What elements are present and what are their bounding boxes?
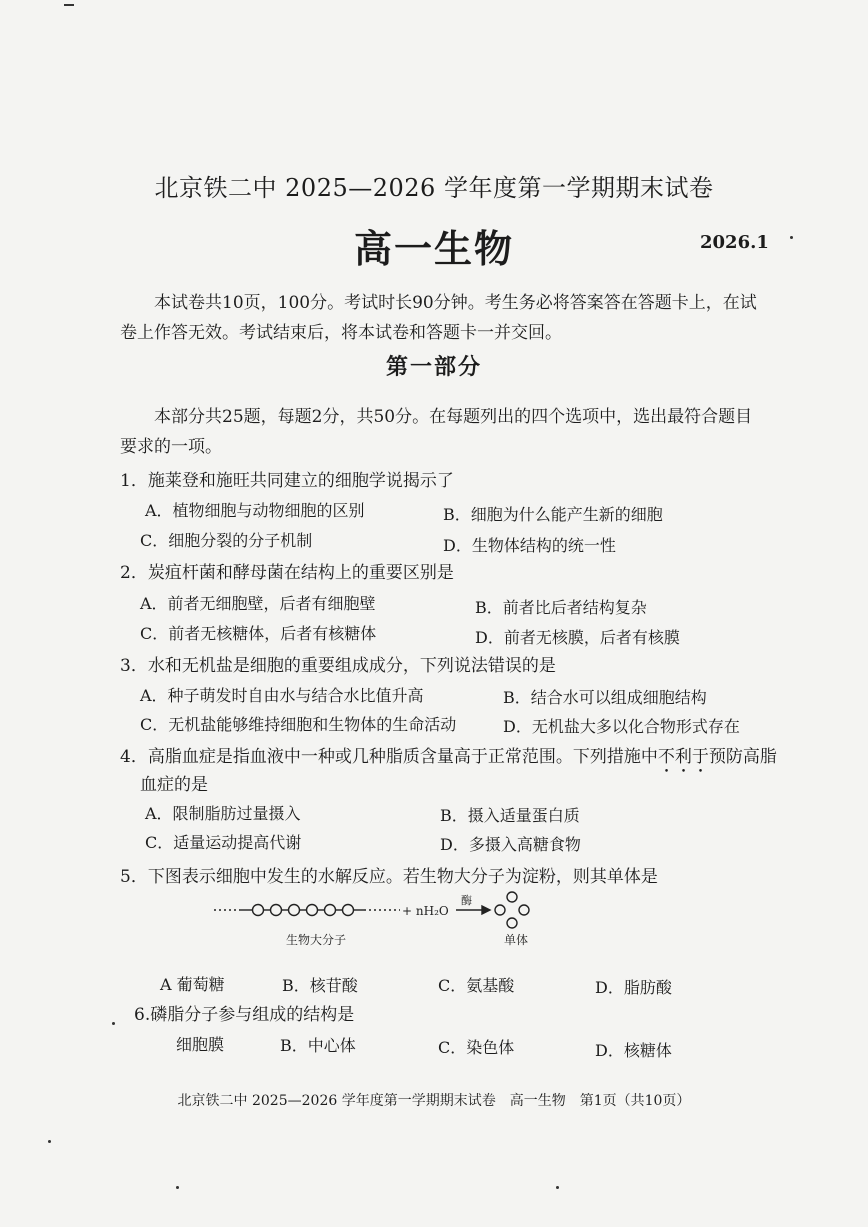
question-2-option-d: D．前者无核膜，后者有核膜 — [475, 628, 680, 647]
question-4-option-b: B．摄入适量蛋白质 — [440, 806, 580, 825]
question-4-stem-suffix: 预防高脂 — [708, 747, 777, 767]
part-instructions: 本部分共25题，每题2分，共50分。在每题列出的四个选项中，选出最符合题目要求的一项。 — [120, 407, 753, 457]
scan-speck — [48, 1140, 51, 1143]
question-2-option-b: B．前者比后者结构复杂 — [475, 598, 647, 617]
question-5-option-d: D．脂肪酸 — [595, 978, 672, 997]
question-4-option-d: D．多摄入高糖食物 — [440, 835, 581, 854]
page-footer: 北京铁二中 2025—2026 学年度第一学期期末试卷 高一生物 第1页（共10页） — [177, 1093, 691, 1109]
reactant-label: + nH₂O — [402, 904, 449, 918]
monomer-circles-icon — [495, 892, 529, 928]
question-1-option-b: B．细胞为什么能产生新的细胞 — [443, 505, 663, 524]
question-3-option-d: D．无机盐大多以化合物形式存在 — [503, 717, 740, 736]
scan-speck — [112, 1022, 115, 1025]
question-4-emphasis: 不利于 — [657, 747, 709, 767]
question-5-option-c: C．氨基酸 — [438, 976, 515, 995]
enzyme-label: 酶 — [461, 894, 472, 907]
subject-title: 高一生物 — [353, 226, 514, 271]
question-3-option-c: C．无机盐能够维持细胞和生物体的生命活动 — [140, 715, 457, 734]
scan-speck — [790, 236, 793, 239]
question-6-stem: 6.磷脂分子参与组成的结构是 — [134, 1005, 355, 1025]
question-3-stem: 3．水和无机盐是细胞的重要组成成分，下列说法错误的是 — [120, 656, 556, 676]
part-title: 第一部分 — [385, 354, 482, 380]
polymer-chain-icon — [214, 905, 400, 916]
question-6-option-d: D．核糖体 — [595, 1041, 672, 1060]
scan-speck — [556, 1186, 559, 1189]
question-3-option-b: B．结合水可以组成细胞结构 — [503, 688, 707, 707]
question-4-option-a: A．限制脂肪过量摄入 — [145, 804, 301, 823]
exam-title: 北京铁二中 2025—2026 学年度第一学期期末试卷 — [154, 174, 714, 202]
reaction-arrow-icon — [456, 906, 490, 914]
question-4-option-c: C．适量运动提高代谢 — [145, 833, 302, 852]
scan-speck — [176, 1186, 179, 1189]
hydrolysis-diagram — [214, 888, 544, 958]
question-5-option-a: A 葡萄糖 — [160, 975, 225, 994]
question-6-option-a: 细胞膜 — [176, 1035, 225, 1054]
question-3-option-a: A．种子萌发时自由水与结合水比值升高 — [140, 686, 424, 705]
scan-speck — [64, 4, 74, 6]
question-6-option-c: C．染色体 — [438, 1038, 515, 1057]
question-1-option-a: A．植物细胞与动物细胞的区别 — [145, 501, 365, 520]
monomer-label: 单体 — [504, 933, 529, 947]
question-2-option-a: A．前者无细胞壁，后者有细胞壁 — [140, 594, 376, 613]
exam-date: 2026.1 — [700, 232, 769, 253]
question-5-option-b: B．核苷酸 — [282, 976, 358, 995]
question-6-option-b: B．中心体 — [280, 1036, 356, 1055]
question-4-stem-line2: 血症的是 — [140, 775, 208, 795]
question-1-option-d: D．生物体结构的统一性 — [443, 536, 616, 555]
question-1-option-c: C．细胞分裂的分子机制 — [140, 531, 313, 550]
polymer-label: 生物大分子 — [286, 933, 347, 947]
question-1-stem: 1．施莱登和施旺共同建立的细胞学说揭示了 — [120, 471, 454, 491]
question-2-option-c: C．前者无核糖体，后者有核糖体 — [140, 624, 377, 643]
question-4-stem-prefix: 4．高脂血症是指血液中一种或几种脂质含量高于正常范围。下列措施中 — [120, 747, 658, 767]
exam-instructions: 本试卷共10页，100分。考试时长90分钟。考生务必将答案答在答题卡上，在试卷上作答无效。考试结束后，将本试卷和答题卡一并交回。 — [120, 293, 757, 343]
question-5-stem: 5．下图表示细胞中发生的水解反应。若生物大分子为淀粉，则其单体是 — [120, 867, 658, 887]
question-4-stem — [120, 742, 777, 777]
question-2-stem: 2．炭疽杆菌和酵母菌在结构上的重要区别是 — [120, 563, 454, 583]
